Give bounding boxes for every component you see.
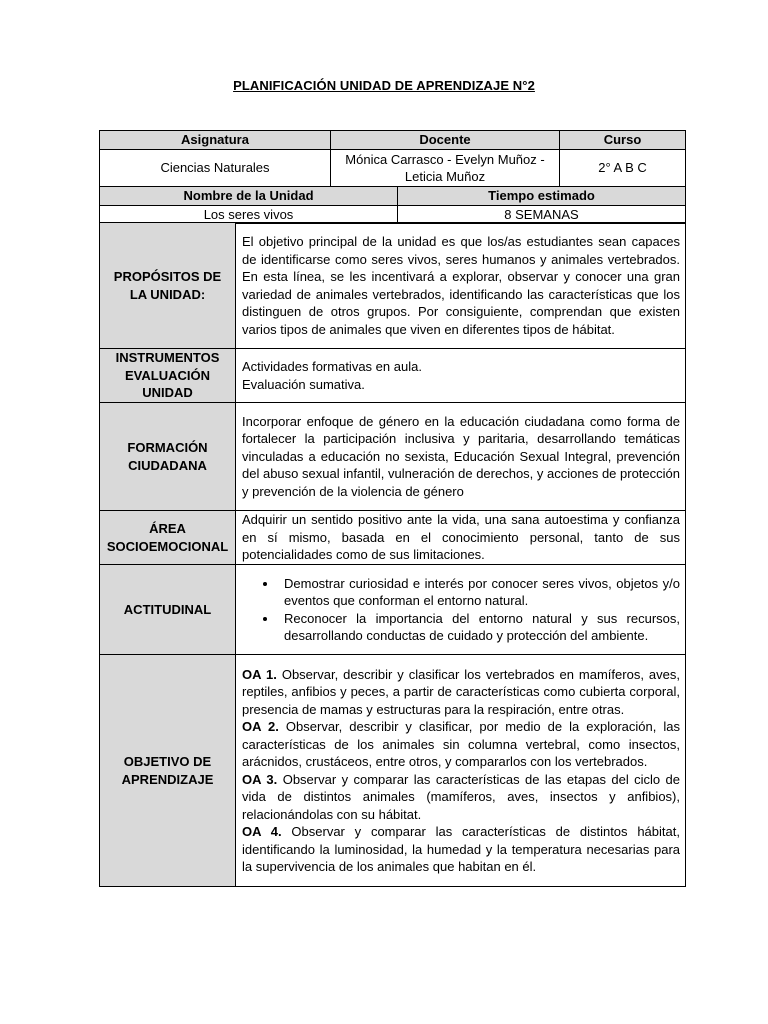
oa-item — [242, 666, 680, 719]
curso-value: 2° A B C — [560, 150, 686, 187]
curso-header: Curso — [560, 131, 686, 150]
docente-header: Docente — [331, 131, 560, 150]
area-text: Adquirir un sentido positivo ante la vida, una sana autoestima y confianza en sí mismo, basada en el conocimiento personal, tanto de sus potencialidades como de sus limitaciones. — [236, 511, 686, 565]
objetivo-list — [236, 655, 686, 887]
tiempo-header: Tiempo estimado — [398, 187, 686, 206]
area-label: ÁREA SOCIOEMOCIONAL — [100, 511, 236, 565]
unit-table — [99, 186, 686, 224]
formacion-label: FORMACIÓN CIUDADANA — [100, 403, 236, 511]
list-item: • Reconocer la importancia del entorno natural y sus recursos, desarrollando conductas de cuidado y protección del ambiente. — [278, 610, 680, 645]
oa-item — [242, 823, 680, 876]
oa-text: Observar, describir y clasificar los vertebrados en mamíferos, aves, reptiles, anfibios y peces, a partir de características como cubierta corporal, presencia de mamas y estructuras para la respiración, entre otras. — [242, 666, 680, 717]
instrumentos-label: INSTRUMENTOS EVALUACIÓN UNIDAD — [100, 349, 236, 403]
oa-code: OA 3. — [242, 771, 278, 787]
objetivo-label: OBJETIVO DE APRENDIZAJE — [100, 655, 236, 887]
asignatura-header: Asignatura — [100, 131, 331, 150]
tiempo-value: 8 SEMANAS — [398, 205, 686, 224]
unidad-value: Los seres vivos — [100, 205, 398, 224]
list-item: • Demostrar curiosidad e interés por conocer seres vivos, objetos y/o eventos que conforman el entorno natural. — [278, 575, 680, 610]
oa-code: OA 4. — [242, 824, 282, 839]
document-title: PLANIFICACIÓN UNIDAD DE APRENDIZAJE N°2 — [233, 78, 535, 93]
oa-text: Observar, describir y clasificar, por medio de la exploración, las características de los animales sin columna vertebral, como insectos, arácnidos, crustáceos, entre otros, y compararlos con los vertebrados. — [242, 719, 681, 769]
asignatura-value: Ciencias Naturales — [100, 150, 331, 187]
oa-text: Observar y comparar las características de las etapas del ciclo de vida de distintos animales (mamíferos, aves, insectos y anfibios), relacionándolas con su hábitat. — [242, 771, 680, 822]
formacion-text: Incorporar enfoque de género en la educación ciudadana como forma de fortalecer la participación inclusiva y paritaria, desarrollando temáticas vinculadas a educación no sexista, Educación Sexual Integral, prevención del abuso sexual infantil, vulneración de derechos, y acciones de protección y prevención de la violencia de género — [236, 403, 686, 511]
oa-text: Observar y comparar las características de distintos hábitat, identificando la luminosidad, la humedad y la temperatura necesarias para la supervivencia de los animales que habitan en él. — [242, 824, 680, 874]
propositos-label: PROPÓSITOS DE LA UNIDAD: — [100, 223, 236, 349]
instrumentos-line: Actividades formativas en aula. — [242, 359, 422, 374]
unidad-header: Nombre de la Unidad — [100, 187, 398, 206]
instrumentos-text — [236, 349, 686, 403]
propositos-text: El objetivo principal de la unidad es que los/as estudiantes sean capaces de identificarse como seres vivos, seres humanos y animales vertebrados. En esta línea, se les incentivará a explorar, observar y conocer una gran variedad de animales vertebrados, identificando las características que los distinguen de otros grupos. Por consiguiente, comprendan que existen varios tipos de animales que viven en diferentes tipos de hábitat. — [236, 223, 686, 349]
actitudinal-list — [236, 575, 680, 645]
header-table — [99, 130, 686, 187]
oa-item — [242, 718, 680, 771]
actitudinal-label: ACTITUDINAL — [100, 565, 236, 655]
docente-value: Mónica Carrasco - Evelyn Muñoz - Leticia Muñoz — [331, 150, 560, 187]
instrumentos-line: Evaluación sumativa. — [242, 376, 365, 392]
content-table — [99, 222, 686, 887]
actitudinal-list-cell — [236, 565, 686, 655]
oa-code: OA 2. — [242, 719, 279, 734]
oa-code: OA 1. — [242, 666, 277, 682]
oa-item — [242, 771, 680, 824]
